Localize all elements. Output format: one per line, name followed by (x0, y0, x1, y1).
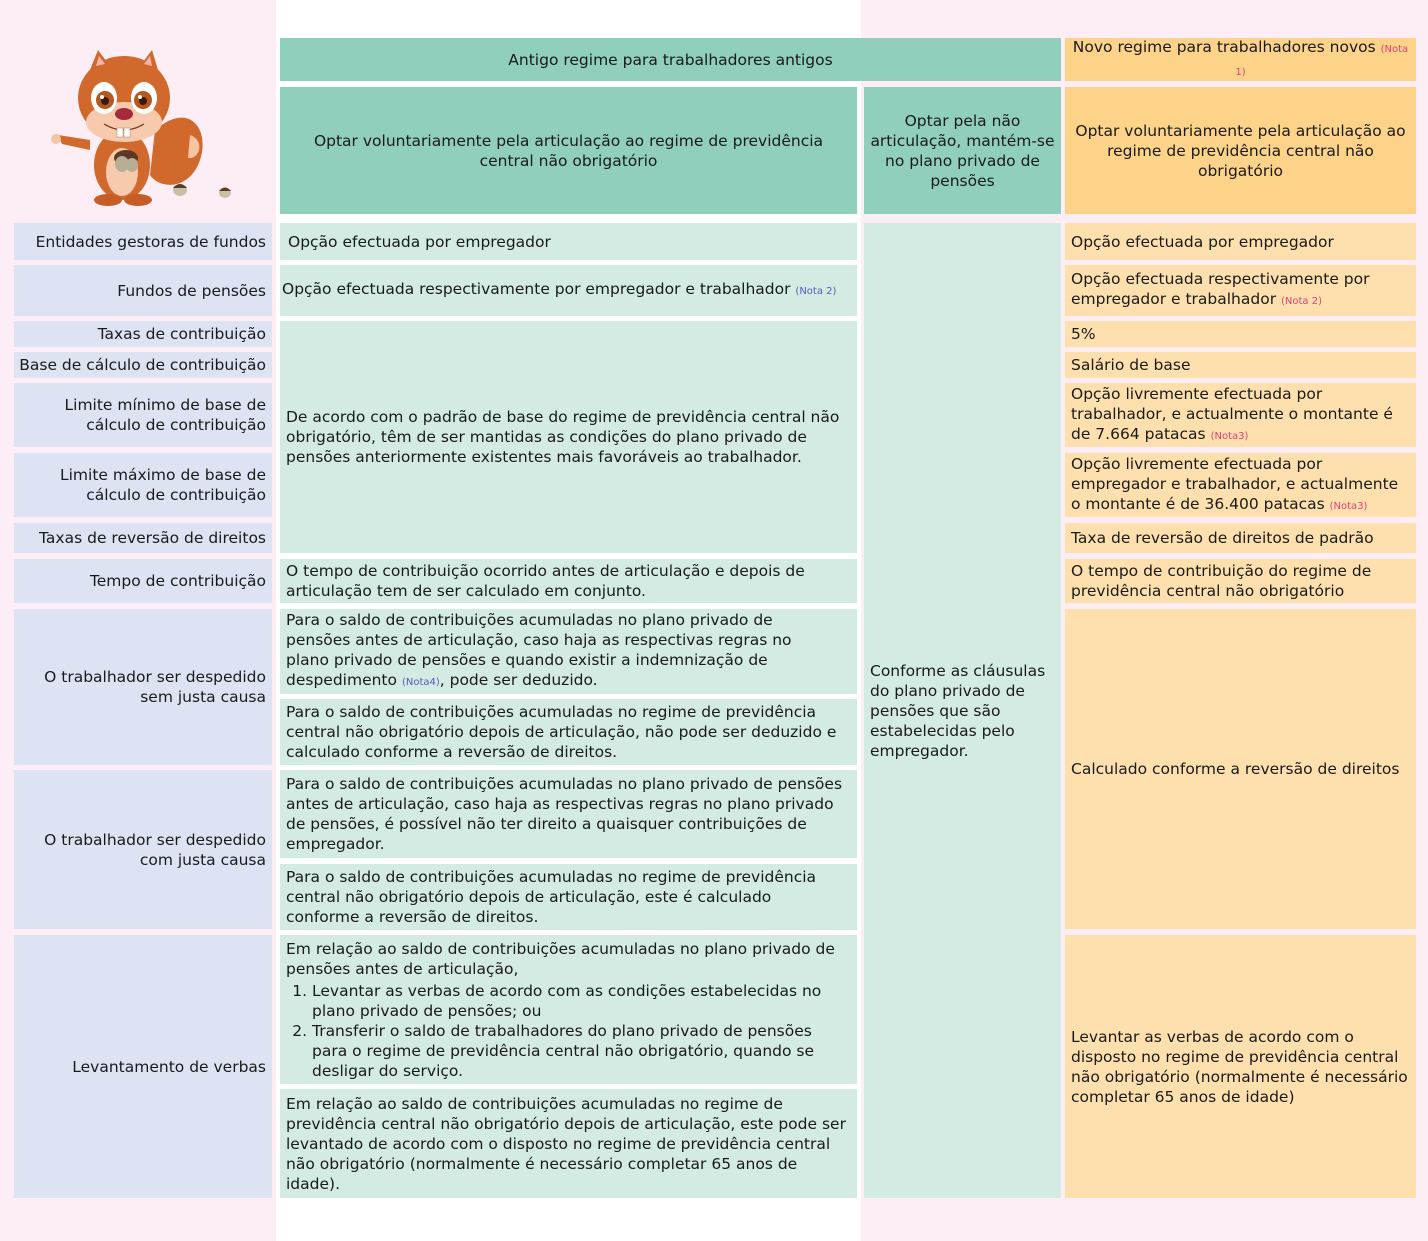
header-new-regime-text: Novo regime para trabalhadores novos (1072, 37, 1376, 56)
cell-text: Opção efectuada por empregador (288, 232, 551, 251)
row-label-text: Taxas de reversão de direitos (39, 529, 266, 547)
row-label-text: Levantamento de verbas (72, 1057, 266, 1076)
row-label-base (14, 352, 272, 378)
row-label-text: Tempo de contribuição (89, 572, 266, 590)
cell-merged-old (280, 321, 857, 553)
cell-text: Calculado conforme a reversão de direitos (1071, 760, 1400, 778)
row-label-text: O trabalhador ser despedido sem justa causa (44, 668, 266, 706)
row-label-text: Entidades gestoras de fundos (35, 232, 266, 251)
cell-text: De acordo com o padrão de base do regime de previdência central não obrigatório, têm de ser mantidas as condições do plano privado de pensões anteriormente existentes mais favoráveis ao trabalhador. (286, 408, 840, 466)
cell-text: Para o saldo de contribuições acumuladas no plano privado de pensões antes de articulação, caso haja as respectivas regras no plano privado de pensões, é possível não ter direito a quaisquer contribuições de empregador. (286, 775, 843, 853)
cell-text: Salário de base (1071, 356, 1191, 374)
row-label-levantamento (14, 935, 272, 1198)
row-label-fundos (14, 265, 272, 316)
cell-text: Opção efectuada respectivamente por empregador e trabalhador (1071, 270, 1370, 308)
row-label-tempo (14, 559, 272, 603)
cell-fundos-new (1065, 265, 1416, 316)
cell-text: Para o saldo de contribuições acumuladas no regime de previdência central não obrigatório depois de articulação, não pode ser deduzido e calculado conforme a reversão de direitos. (286, 703, 837, 761)
cell-text: 5% (1071, 325, 1096, 343)
list-item: 2. Transferir o saldo de trabalhadores do plano privado de pensões para o regime de previdência central não obrigatório, quando se desligar do serviço. (312, 1021, 851, 1081)
cell-levantamento-old-b (280, 1089, 857, 1198)
row-label-taxas (14, 321, 272, 347)
note-3-link[interactable]: (Nota3) (1210, 430, 1249, 442)
row-label-text: Limite máximo de base de cálculo de contribuição (59, 466, 266, 504)
cell-text: Para o saldo de contribuições acumuladas no regime de previdência central não obrigatório depois de articulação, este é calculado conforme a reversão de direitos. (286, 868, 817, 926)
cell-text: Conforme as cláusulas do plano privado de pensões que são estabelecidas pelo empregador. (870, 661, 1046, 760)
row-label-entidades (14, 223, 272, 260)
squirrel-mascot-icon (40, 40, 240, 210)
cell-limite-min-new (1065, 383, 1416, 447)
cell-text: Taxa de reversão de direitos de padrão (1071, 529, 1374, 547)
cell-text: Opção efectuada respectivamente por empregador e trabalhador (282, 280, 791, 298)
row-label-reversao (14, 523, 272, 553)
cell-text-tail: , pode ser deduzido. (439, 671, 598, 689)
cell-fundos-old (280, 265, 857, 316)
cell-text: Para o saldo de contribuições acumuladas no plano privado de pensões antes de articulação, caso haja as respectivas regras no plano privado de pensões e quando existir a indemnização de despedimento (286, 611, 792, 689)
cell-sem-justa-old-a (280, 609, 857, 694)
note-1-link[interactable]: (Nota 1) (1235, 43, 1409, 78)
cell-reversao-new (1065, 523, 1416, 553)
cell-text: Levantar as verbas de acordo com o disposto no regime de previdência central não obrigatório (normalmente é necessário completar 65 anos de idade) (1071, 1027, 1408, 1106)
cell-levantamento-old-a (280, 935, 857, 1084)
header-old-not-articulate-text: Optar pela não articulação, mantém-se no plano privado de pensões (870, 111, 1055, 190)
note-4-link[interactable]: (Nota4) (401, 677, 440, 688)
cell-text: Opção efectuada por empregador (1071, 232, 1334, 251)
cell-text: O tempo de contribuição do regime de previdência central não obrigatório (1071, 562, 1372, 600)
cell-levantamento-new (1065, 935, 1416, 1198)
header-old-articulate-text: Optar voluntariamente pela articulação ao regime de previdência central não obrigatório (313, 131, 824, 170)
cell-tempo-new (1065, 559, 1416, 603)
row-label-text: Base de cálculo de contribuição (19, 356, 266, 374)
cell-taxas-new (1065, 321, 1416, 347)
cell-com-justa-old-b (280, 864, 857, 930)
row-label-text: Taxas de contribuição (97, 325, 266, 343)
row-label-text: O trabalhador ser despedido com justa causa (44, 830, 266, 869)
cell-text: Opção livremente efectuada por trabalhador, e actualmente o montante é de 7.664 patacas (1071, 384, 1393, 443)
cell-not-articulate-all (864, 223, 1061, 1198)
header-old-regime-text: Antigo regime para trabalhadores antigos (508, 50, 833, 69)
row-label-limite-max (14, 453, 272, 517)
cell-despedido-new (1065, 609, 1416, 929)
note-2-link[interactable]: (Nota 2) (1281, 296, 1323, 307)
cell-text: Opção livremente efectuada por empregador e trabalhador, e actualmente o montante é de 36.400 patacas (1071, 454, 1399, 513)
header-new-articulate-text: Optar voluntariamente pela articulação ao regime de previdência central não obrigatório (1075, 121, 1406, 180)
list-item: 1. Levantar as verbas de acordo com as condições estabelecidas no plano privado de pensões; ou (312, 981, 851, 1021)
header-old-regime (280, 38, 1061, 81)
cell-entidades-new (1065, 223, 1416, 260)
cell-text: O tempo de contribuição ocorrido antes de articulação e depois de articulação tem de ser calculado em conjunto. (286, 562, 805, 600)
row-label-text: Fundos de pensões (117, 281, 266, 300)
header-old-not-articulate (864, 87, 1061, 214)
header-new-articulate (1065, 87, 1416, 214)
levantamento-options-list (286, 981, 851, 1081)
note-3-link[interactable]: (Nota3) (1329, 500, 1368, 512)
row-label-com-justa (14, 770, 272, 929)
cell-sem-justa-old-b (280, 699, 857, 765)
cell-limite-max-new (1065, 453, 1416, 517)
row-label-limite-min (14, 383, 272, 447)
header-new-regime (1065, 38, 1416, 81)
cell-text: Em relação ao saldo de contribuições acumuladas no plano privado de pensões antes de articulação, (286, 939, 835, 978)
row-label-text: Limite mínimo de base de cálculo de contribuição (64, 396, 266, 434)
header-old-articulate (280, 87, 857, 214)
note-2-link[interactable]: (Nota 2) (795, 286, 837, 297)
cell-com-justa-old-a (280, 770, 857, 858)
row-label-sem-justa (14, 609, 272, 765)
cell-tempo-old (280, 559, 857, 603)
cell-entidades-old (280, 223, 857, 260)
cell-base-new (1065, 352, 1416, 378)
cell-text: Em relação ao saldo de contribuições acumuladas no regime de previdência central não obrigatório depois de articulação, este pode ser levantado de acordo com o disposto no regime de previdência central não obrigatório (normalmente é necessário completar 65 anos de idade). (286, 1094, 846, 1193)
